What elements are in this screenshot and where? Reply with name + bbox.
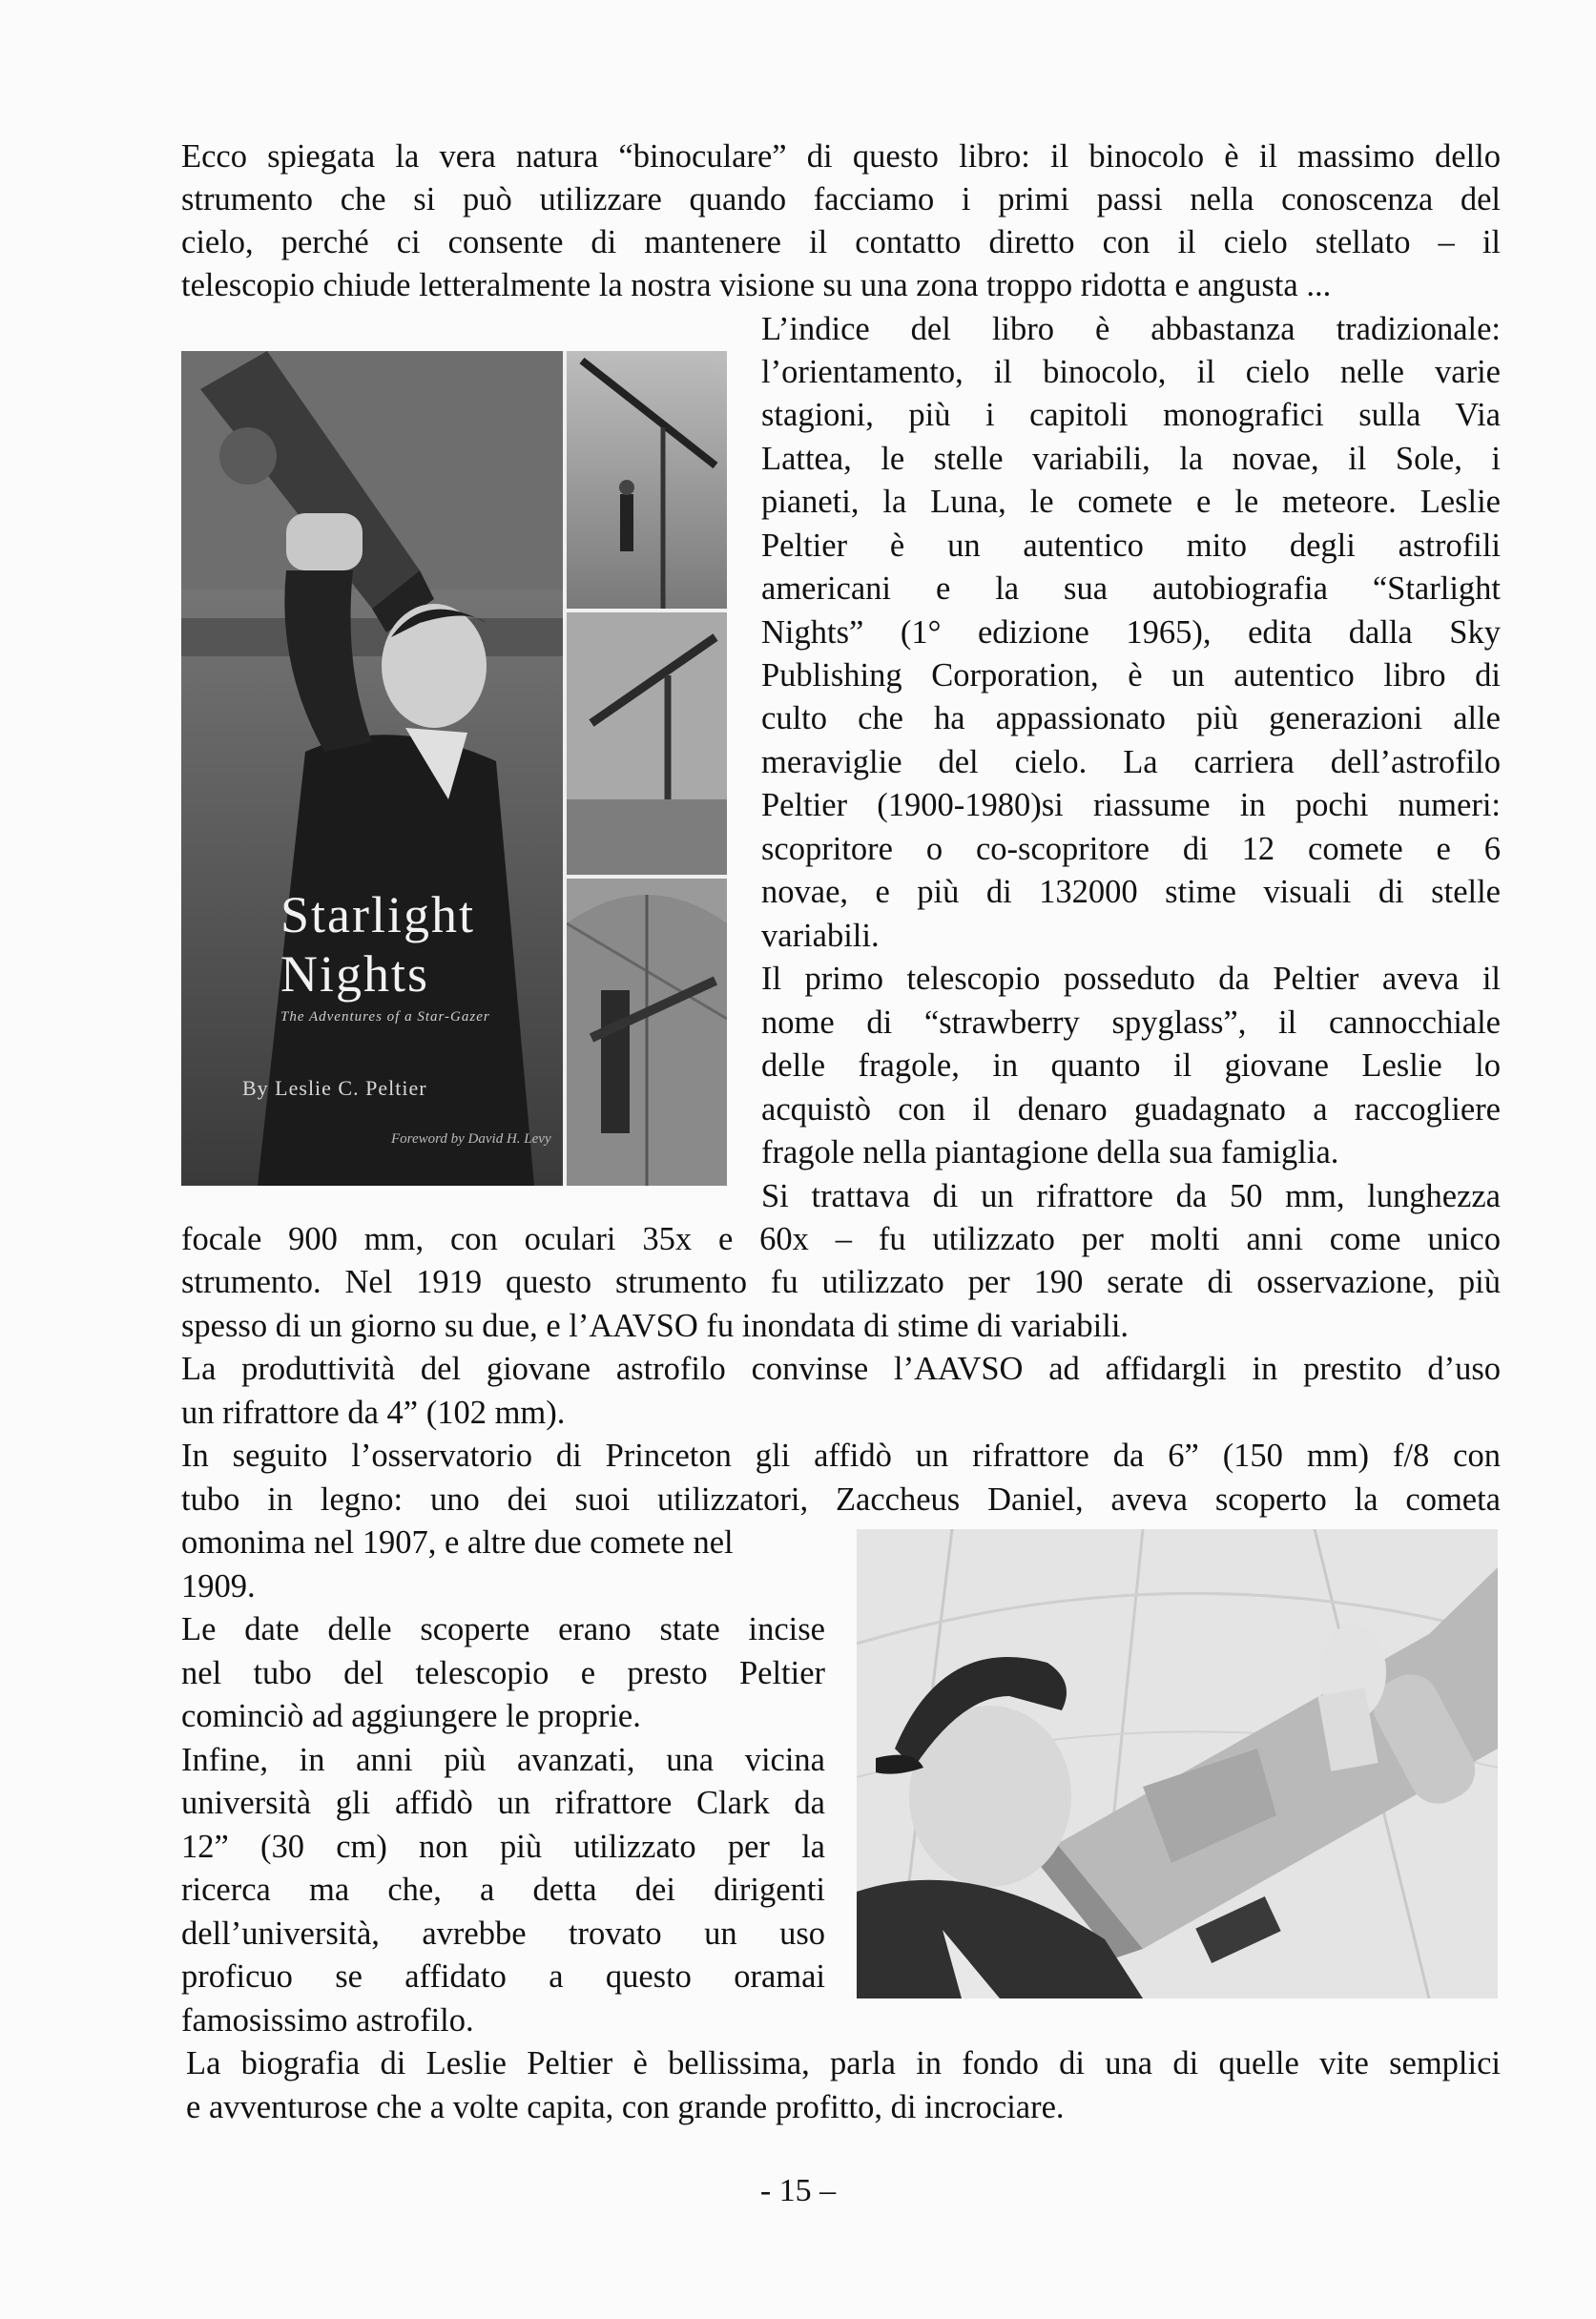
text-line: cielo, perché ci consente di mantenere il contatto diretto con il cielo stellato – il xyxy=(181,224,1501,260)
text-line: ricerca ma che, a detta dei dirigenti xyxy=(181,1872,825,1908)
book-title-line: Nights xyxy=(280,945,430,1003)
text-line: Peltier è un autentico mito degli astrofili xyxy=(761,528,1501,564)
text-line: focale 900 mm, con oculari 35x e 60x – fu utilizzato per molti anni come unico xyxy=(181,1221,1501,1257)
text-line: Nights” (1° edizione 1965), edita dalla Sky xyxy=(761,614,1501,651)
book-subtitle: The Adventures of a Star-Gazer xyxy=(280,1009,490,1025)
text-line: culto che ha appassionato più generazioni alle xyxy=(761,700,1501,736)
text-line: pianeti, la Luna, le comete e le meteore. Leslie xyxy=(761,484,1501,520)
text-line: La produttività del giovane astrofilo convinse l’AAVSO ad affidargli in prestito d’uso xyxy=(181,1351,1501,1387)
book-title-line: Starlight xyxy=(280,886,475,943)
text-line: cominciò ad aggiungere le proprie. xyxy=(181,1698,641,1734)
book-foreword: Foreword by David H. Levy xyxy=(391,1131,551,1147)
book-title xyxy=(280,885,475,1004)
text-line: L’indice del libro è abbastanza tradizionale: xyxy=(761,311,1501,347)
book-author: By Leslie C. Peltier xyxy=(242,1076,427,1100)
text-line: proficuo se affidato a questo oramai xyxy=(181,1958,825,1995)
page-number: - 15 – xyxy=(759,2173,837,2208)
text-line: fragole nella piantagione della sua famiglia. xyxy=(761,1134,1339,1170)
text-line: l’orientamento, il binocolo, il cielo nelle varie xyxy=(761,354,1501,390)
telescope-photo xyxy=(857,1529,1498,1998)
text-line: scopritore o co-scopritore di 12 comete e 6 xyxy=(761,831,1501,867)
text-line: Peltier (1900-1980)si riassume in pochi numeri: xyxy=(761,787,1501,823)
text-line: Lattea, le stelle variabili, la novae, il Sole, i xyxy=(761,441,1501,477)
text-line: strumento che si può utilizzare quando facciamo i primi passi nella conoscenza del xyxy=(181,181,1501,217)
text-line: omonima nel 1907, e altre due comete nel xyxy=(181,1524,734,1561)
text-line: 1909. xyxy=(181,1568,256,1605)
text-line: stagioni, più i capitoli monografici sulla Via xyxy=(761,397,1501,433)
text-line: un rifrattore da 4” (102 mm). xyxy=(181,1395,566,1431)
text-line: 12” (30 cm) non più utilizzato per la xyxy=(181,1829,825,1865)
text-line: Infine, in anni più avanzati, una vicina xyxy=(181,1742,825,1778)
text-line: meraviglie del cielo. La carriera dell’astrofilo xyxy=(761,744,1501,780)
text-line: La biografia di Leslie Peltier è bellissima, parla in fondo di una di quelle vite semplici xyxy=(186,2045,1501,2081)
telescope-illustration xyxy=(857,1529,1498,1998)
text-line: Si trattava di un rifrattore da 50 mm, lunghezza xyxy=(761,1178,1501,1214)
text-line: tubo in legno: uno dei suoi utilizzatori, Zaccheus Daniel, aveva scoperto la cometa xyxy=(181,1481,1501,1518)
text-line: università gli affidò un rifrattore Clark da xyxy=(181,1785,825,1821)
text-line: In seguito l’osservatorio di Princeton gli affidò un rifrattore da 6” (150 mm) f/8 con xyxy=(181,1438,1501,1474)
text-line: Le date delle scoperte erano state incise xyxy=(181,1611,825,1647)
text-line: delle fragole, in quanto il giovane Leslie lo xyxy=(761,1047,1501,1084)
text-line: acquistò con il denaro guadagnato a raccogliere xyxy=(761,1091,1501,1128)
text-line: strumento. Nel 1919 questo strumento fu utilizzato per 190 serate di osservazione, più xyxy=(181,1264,1501,1300)
book-cover-image xyxy=(181,351,727,1186)
text-line: Il primo telescopio posseduto da Peltier aveva il xyxy=(761,961,1501,997)
text-line: dell’università, avrebbe trovato un uso xyxy=(181,1915,825,1952)
text-line: americani e la sua autobiografia “Starlight xyxy=(761,570,1501,607)
text-line: Publishing Corporation, è un autentico libro di xyxy=(761,657,1501,694)
text-line: famosissimo astrofilo. xyxy=(181,2002,474,2039)
text-line: nel tubo del telescopio e presto Peltier xyxy=(181,1655,825,1691)
text-line: Ecco spiegata la vera natura “binoculare” di questo libro: il binocolo è il massimo dello xyxy=(181,138,1501,175)
text-line: e avventurose che a volte capita, con grande profitto, di incrociare. xyxy=(186,2089,1065,2125)
book-cover-photo xyxy=(181,351,727,1186)
text-line: telescopio chiude letteralmente la nostra visione su una zona troppo ridotta e angusta ... xyxy=(181,267,1332,303)
text-line: nome di “strawberry spyglass”, il cannocchiale xyxy=(761,1004,1501,1041)
text-line: spesso di un giorno su due, e l’AAVSO fu inondata di stime di variabili. xyxy=(181,1308,1130,1344)
text-line: variabili. xyxy=(761,918,880,954)
text-line: novae, e più di 132000 stime visuali di stelle xyxy=(761,874,1501,910)
